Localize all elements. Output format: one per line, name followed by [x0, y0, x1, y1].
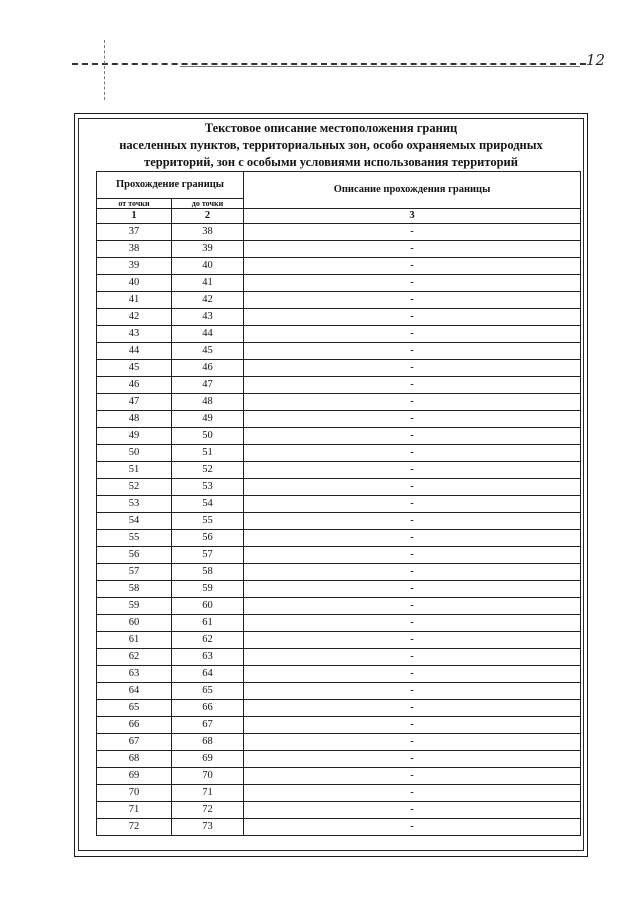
cell-to-point: 53: [172, 479, 244, 496]
cell-description: -: [244, 479, 581, 496]
cell-from-point: 62: [97, 649, 172, 666]
title-line-1: Текстовое описание местоположения границ: [204, 121, 458, 135]
cell-to-point: 55: [172, 513, 244, 530]
table-row: [97, 309, 581, 326]
cell-to-point: 49: [172, 411, 244, 428]
cell-from-point: 38: [97, 241, 172, 258]
cell-description: -: [244, 513, 581, 530]
cell-description: -: [244, 683, 581, 700]
cell-from-point: 50: [97, 445, 172, 462]
cell-description: -: [244, 632, 581, 649]
cell-to-point: 46: [172, 360, 244, 377]
cell-to-point: 65: [172, 683, 244, 700]
document-title: [80, 120, 582, 171]
cell-to-point: 38: [172, 224, 244, 241]
cell-to-point: 56: [172, 530, 244, 547]
table-row: [97, 326, 581, 343]
page-number: 12: [586, 51, 606, 69]
cell-to-point: 44: [172, 326, 244, 343]
table-row: [97, 819, 581, 836]
title-line-2: населенных пунктов, территориальных зон, особо охраняемых природных: [119, 138, 543, 152]
table-row: [97, 785, 581, 802]
cell-to-point: 57: [172, 547, 244, 564]
cell-from-point: 61: [97, 632, 172, 649]
table-row: [97, 479, 581, 496]
table-row: [97, 530, 581, 547]
cell-description: -: [244, 445, 581, 462]
cell-from-point: 49: [97, 428, 172, 445]
cell-from-point: 58: [97, 581, 172, 598]
cell-to-point: 58: [172, 564, 244, 581]
table-row: [97, 428, 581, 445]
cell-to-point: 40: [172, 258, 244, 275]
cell-description: -: [244, 241, 581, 258]
cell-to-point: 45: [172, 343, 244, 360]
cell-from-point: 44: [97, 343, 172, 360]
cell-description: -: [244, 292, 581, 309]
table-row: [97, 360, 581, 377]
cell-description: -: [244, 819, 581, 836]
table-row: [97, 411, 581, 428]
header-description: Описание прохождения границы: [244, 172, 581, 209]
cell-description: -: [244, 309, 581, 326]
cell-from-point: 47: [97, 394, 172, 411]
column-number-1: 1: [97, 209, 172, 224]
table-row: [97, 496, 581, 513]
cell-description: -: [244, 700, 581, 717]
table-row: [97, 683, 581, 700]
table-row: [97, 649, 581, 666]
cell-description: -: [244, 530, 581, 547]
cell-from-point: 55: [97, 530, 172, 547]
cell-to-point: 72: [172, 802, 244, 819]
cell-from-point: 69: [97, 768, 172, 785]
cell-from-point: 59: [97, 598, 172, 615]
cell-from-point: 53: [97, 496, 172, 513]
cell-from-point: 66: [97, 717, 172, 734]
cell-description: -: [244, 581, 581, 598]
top-divider-secondary: [180, 66, 580, 67]
margin-mark: [104, 40, 105, 100]
table-row: [97, 275, 581, 292]
table-row: [97, 581, 581, 598]
cell-description: -: [244, 462, 581, 479]
table-row: [97, 632, 581, 649]
cell-from-point: 72: [97, 819, 172, 836]
cell-to-point: 68: [172, 734, 244, 751]
header-boundary-passage: Прохождение границы: [97, 172, 244, 199]
cell-description: -: [244, 377, 581, 394]
cell-from-point: 63: [97, 666, 172, 683]
cell-description: -: [244, 615, 581, 632]
cell-description: -: [244, 394, 581, 411]
cell-to-point: 43: [172, 309, 244, 326]
cell-description: -: [244, 564, 581, 581]
cell-to-point: 67: [172, 717, 244, 734]
table-row: [97, 292, 581, 309]
cell-description: -: [244, 326, 581, 343]
table-row: [97, 224, 581, 241]
cell-to-point: 61: [172, 615, 244, 632]
table-row: [97, 751, 581, 768]
cell-from-point: 71: [97, 802, 172, 819]
cell-description: -: [244, 428, 581, 445]
cell-to-point: 47: [172, 377, 244, 394]
cell-description: -: [244, 360, 581, 377]
cell-from-point: 43: [97, 326, 172, 343]
cell-description: -: [244, 751, 581, 768]
table-body: [97, 224, 581, 836]
cell-to-point: 39: [172, 241, 244, 258]
cell-from-point: 40: [97, 275, 172, 292]
cell-from-point: 39: [97, 258, 172, 275]
cell-from-point: 46: [97, 377, 172, 394]
cell-from-point: 51: [97, 462, 172, 479]
cell-from-point: 60: [97, 615, 172, 632]
cell-description: -: [244, 547, 581, 564]
cell-to-point: 73: [172, 819, 244, 836]
table-row: [97, 377, 581, 394]
cell-description: -: [244, 496, 581, 513]
cell-to-point: 50: [172, 428, 244, 445]
cell-to-point: 64: [172, 666, 244, 683]
cell-description: -: [244, 785, 581, 802]
cell-description: -: [244, 258, 581, 275]
cell-to-point: 52: [172, 462, 244, 479]
cell-description: -: [244, 717, 581, 734]
cell-from-point: 57: [97, 564, 172, 581]
cell-from-point: 68: [97, 751, 172, 768]
header-from-point: от точки: [97, 199, 172, 209]
table-row: [97, 445, 581, 462]
cell-from-point: 67: [97, 734, 172, 751]
cell-description: -: [244, 411, 581, 428]
table-row: [97, 547, 581, 564]
cell-to-point: 60: [172, 598, 244, 615]
cell-description: -: [244, 666, 581, 683]
table-row: [97, 513, 581, 530]
cell-to-point: 48: [172, 394, 244, 411]
cell-from-point: 45: [97, 360, 172, 377]
table-row: [97, 462, 581, 479]
column-number-3: 3: [244, 209, 581, 224]
cell-to-point: 62: [172, 632, 244, 649]
table-row: [97, 615, 581, 632]
cell-from-point: 64: [97, 683, 172, 700]
cell-description: -: [244, 649, 581, 666]
cell-to-point: 51: [172, 445, 244, 462]
table-row: [97, 768, 581, 785]
table-row: [97, 564, 581, 581]
cell-to-point: 42: [172, 292, 244, 309]
cell-to-point: 59: [172, 581, 244, 598]
cell-to-point: 63: [172, 649, 244, 666]
boundary-table: [96, 171, 581, 836]
cell-to-point: 71: [172, 785, 244, 802]
table-row: [97, 802, 581, 819]
cell-to-point: 54: [172, 496, 244, 513]
cell-from-point: 56: [97, 547, 172, 564]
cell-to-point: 69: [172, 751, 244, 768]
cell-from-point: 52: [97, 479, 172, 496]
cell-description: -: [244, 802, 581, 819]
title-line-3: территорий, зон с особыми условиями использования территорий: [144, 155, 518, 169]
cell-from-point: 42: [97, 309, 172, 326]
cell-from-point: 54: [97, 513, 172, 530]
cell-description: -: [244, 734, 581, 751]
table-row: [97, 241, 581, 258]
cell-to-point: 66: [172, 700, 244, 717]
cell-description: -: [244, 224, 581, 241]
cell-from-point: 70: [97, 785, 172, 802]
table-row: [97, 717, 581, 734]
header-to-point: до точки: [172, 199, 244, 209]
cell-to-point: 41: [172, 275, 244, 292]
cell-description: -: [244, 275, 581, 292]
table-row: [97, 734, 581, 751]
table-row: [97, 343, 581, 360]
table-row: [97, 700, 581, 717]
table-row: [97, 258, 581, 275]
cell-from-point: 48: [97, 411, 172, 428]
top-divider: [72, 63, 586, 65]
cell-description: -: [244, 768, 581, 785]
cell-from-point: 65: [97, 700, 172, 717]
cell-to-point: 70: [172, 768, 244, 785]
column-number-2: 2: [172, 209, 244, 224]
cell-description: -: [244, 598, 581, 615]
table-row: [97, 666, 581, 683]
table-row: [97, 394, 581, 411]
cell-from-point: 37: [97, 224, 172, 241]
cell-description: -: [244, 343, 581, 360]
table-row: [97, 598, 581, 615]
cell-from-point: 41: [97, 292, 172, 309]
